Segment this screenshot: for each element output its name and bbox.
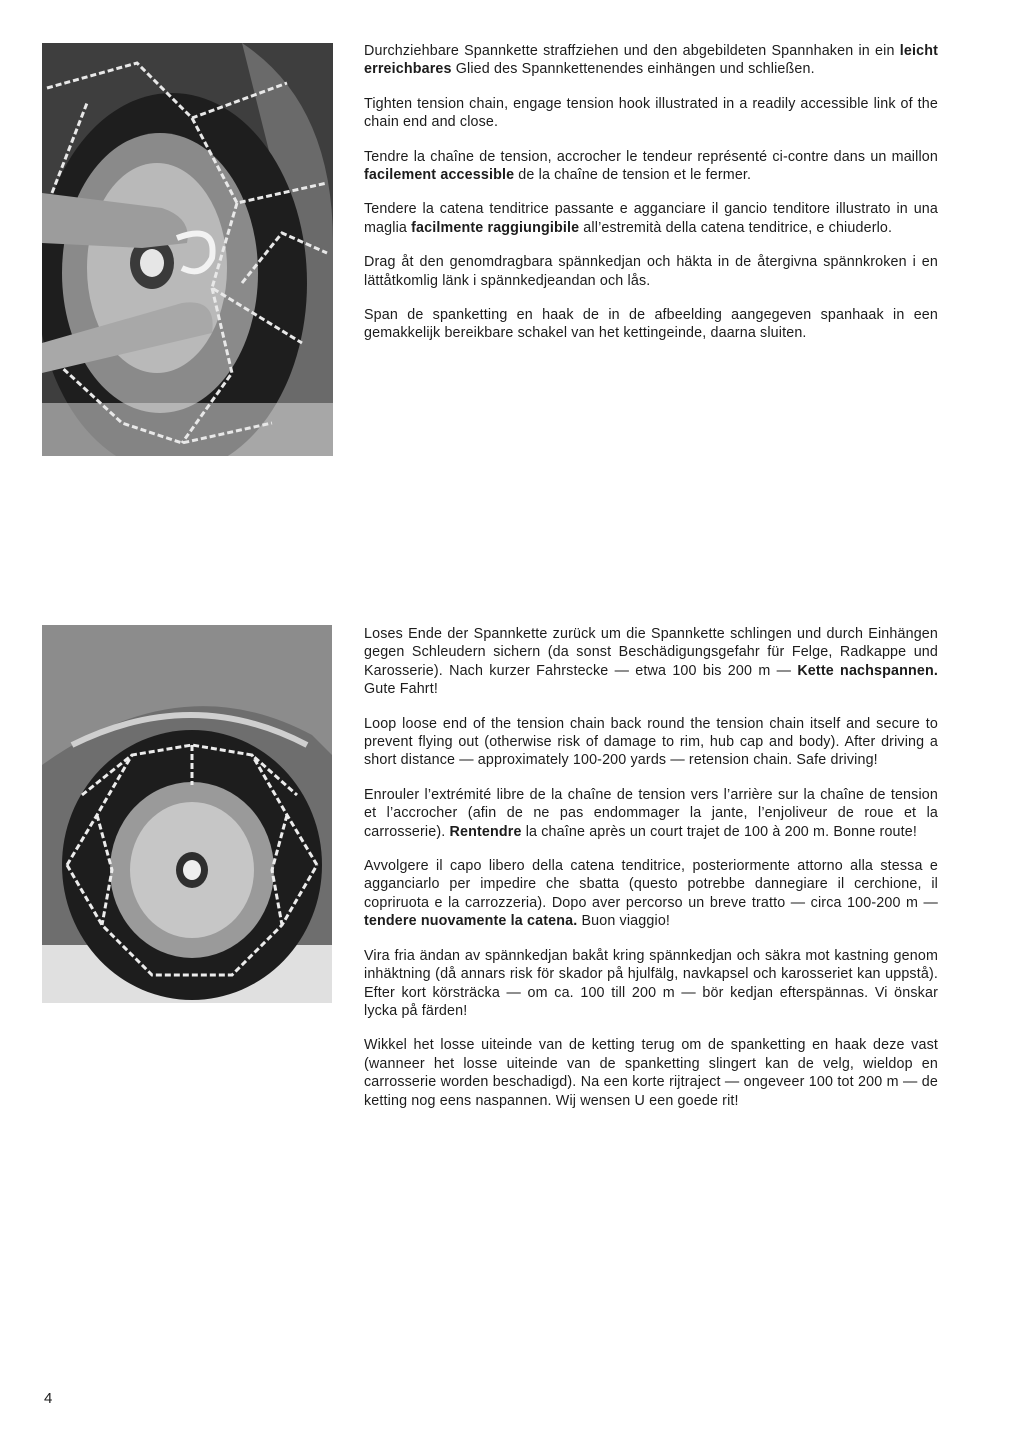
para-italian: Tendere la catena tenditrice passante e agganciare il gancio tenditore illustrato in una maglia facilmente raggiungibile all’estremità della catena tenditrice, e chiuderlo. bbox=[364, 201, 938, 236]
para-english: Loop loose end of the tension chain back round the tension chain itself and secure to prevent flying out (otherwise risk of damage to rim, hub cap and body). After driving a short distance — approximately 100-200 yards — retension chain. Safe driving! bbox=[364, 715, 938, 769]
para-english: Tighten tension chain, engage tension hook illustrated in a readily accessible link of the chain end and close. bbox=[364, 95, 938, 131]
mounted-chain-wheel-illustration bbox=[42, 625, 332, 1003]
photo-mounted-snow-chain bbox=[42, 625, 332, 1003]
photo-chain-tension-hook bbox=[42, 43, 333, 456]
para-dutch: Span de spanketting en haak de in de afbeelding aangegeven spanhaak in een gemakkelijk bereikbare schakel van het kettingeinde, daarna sluiten. bbox=[364, 307, 938, 342]
para-dutch: Wikkel het losse uiteinde van de ketting terug om de spanketting en haak deze vast (wanneer het losse uiteinde van de spanketting slingert kan de velg, wieldop en carrosserie worden beschadigd). Na een korte rijtraject — ongeveer 100 tot 200 m — de ketting nog eens naspannen. Wij wensen U een goede rit! bbox=[364, 1037, 938, 1109]
page-number: 4 bbox=[44, 1390, 53, 1407]
instructions-step-secure-end bbox=[364, 625, 938, 1126]
para-swedish: Drag åt den genomdragbara spännkedjan och häkta in de återgivna spännkroken i en lättåtkomlig länk i spännkedjeandan och lås. bbox=[364, 254, 938, 289]
para-swedish: Vira fria ändan av spännkedjan bakåt kring spännkedjan och säkra mot kastning genom inhäktning (då annars risk för skador på hjulfälg, navkapsel och karosseriet kan uppstå). Efter kort körsträcka — om ca. 100 till 200 m — bör kedjan efterspännas. Vi önskar lycka på färden! bbox=[364, 947, 938, 1019]
para-german: Loses Ende der Spannkette zurück um die Spannkette schlingen und durch Einhängen gegen Schleudern sichern (da sonst Beschädigungsgefahr für Felge, Radkappe und Karosserie). Nach kurzer Fahrstecke — etwa 100 bis 200 m — Kette nachspannen. Gute Fahrt! bbox=[364, 626, 938, 698]
instructions-step-tension-hook bbox=[364, 42, 938, 359]
para-german: Durchziehbare Spannkette straffziehen und den abgebildeten Spannhaken in ein leicht erreichbares Glied des Spannkettenendes einhängen und schließen. bbox=[364, 43, 938, 78]
snow-chain-hook-illustration bbox=[42, 43, 333, 456]
para-french: Enrouler l’extrémité libre de la chaîne de tension vers l’arrière sur la chaîne de tension et l’accrocher (afin de ne pas endommager la jante, l’enjoliveur de roue et la carrosserie). Rentendre la chaîne après un court trajet de 100 à 200 m. Bonne route! bbox=[364, 786, 938, 840]
para-french: Tendre la chaîne de tension, accrocher le tendeur représenté ci-contre dans un maillon facilement accessible de la chaîne de tension et le fermer. bbox=[364, 148, 938, 184]
para-italian: Avvolgere il capo libero della catena tenditrice, posteriormente attorno alla stessa e agganciarlo per impedire che sbatta (questo potrebbe dannegiare il cerchione, il copriruota e la carrozzeria). Dopo aver percorso un breve tratto — circa 100-200 m — tendere nuovamente la catena. Buon viaggio! bbox=[364, 858, 938, 930]
